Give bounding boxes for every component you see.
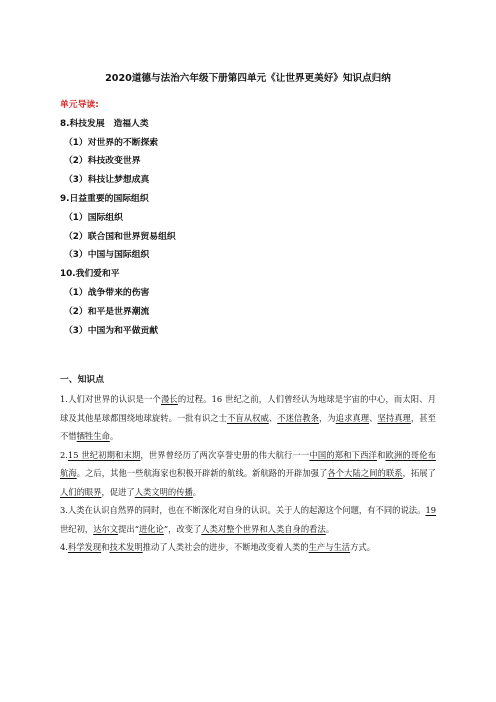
unit-10-item-1: （1）战争带来的伤害: [64, 287, 150, 298]
paragraph-text: 世纪初，: [60, 523, 94, 534]
paragraph-text: 。: [109, 431, 119, 441]
underlined-key-term: 15 世纪初期和末期: [67, 449, 141, 460]
paragraph-text: ，促进了: [101, 486, 135, 497]
knowledge-paragraphs: [60, 390, 436, 557]
paragraph-text: 的过程。16 世纪之前，人们曾经认为地球是宇宙的中心，而太阳、月球及其他星球都围绕地球旋转。一批有识之士: [60, 394, 436, 423]
paragraph-text: ”，改变了: [163, 523, 202, 534]
unit-10-item-2: （2）和平是世界潮流: [64, 306, 150, 317]
underlined-key-term: 技术发明: [109, 542, 143, 552]
underlined-key-term: 中国的郑和下西洋: [309, 449, 377, 460]
paragraph-text: 、: [268, 412, 278, 423]
underlined-key-term: 科学发现: [67, 542, 102, 552]
knowledge-paragraph-2: [60, 446, 436, 502]
paragraph-text: 2.: [60, 449, 68, 460]
underlined-key-term: 进化论: [138, 523, 164, 534]
underlined-key-term: 达尔文: [93, 523, 119, 534]
paragraph-text: 4.: [60, 542, 68, 552]
underlined-key-term: 19: [425, 505, 436, 515]
unit-8-title: 8.科技发展 造福人类: [60, 118, 149, 129]
paragraph-text: 、: [369, 412, 378, 423]
unit-8-item-1: （1）对世界的不断探索: [64, 137, 159, 148]
paragraph-text: 推动了人类社会的进步，不断地改变着人类的: [142, 542, 309, 552]
unit-9-title: 9.日益重要的国际组织: [60, 193, 149, 204]
unit-10-item-3: （3）中国为和平做贡献: [64, 325, 159, 336]
knowledge-paragraph-4: [60, 538, 436, 557]
paragraph-text: ，世界曾经历了两次享誉史册的伟大航行一一: [140, 449, 310, 460]
underlined-key-term: 不迷信教条: [277, 412, 319, 423]
paragraph-text: 。: [192, 486, 202, 497]
document-title: 2020道德与法治六年级下册第四单元《让世界更美好》知识点归纳: [105, 73, 391, 84]
knowledge-points-heading: 一、知识点: [60, 375, 104, 385]
paragraph-text: 提出“: [118, 523, 139, 534]
unit-10-title: 10.我们爱和平: [60, 269, 120, 280]
paragraph-text: 3.人类在认识自然界的同时，也在不断深化对自身的认识。关于人的起源这个问题，有不同的说法。: [60, 505, 426, 515]
underlined-key-term: 追求真理: [335, 412, 370, 423]
underlined-key-term: 人类文明的传播: [134, 486, 193, 497]
unit-9-item-3: （3）中国与国际组织: [64, 250, 150, 261]
paragraph-text: ，甚至不惜: [60, 412, 436, 441]
unit-intro-label: 单元导读:: [60, 100, 99, 110]
underlined-key-term: 人们的眼界: [60, 486, 102, 497]
unit-8-item-2: （2）科技改变世界: [64, 156, 141, 167]
underlined-key-term: 欧洲的哥伦布航海: [60, 449, 436, 478]
paragraph-text: 和: [101, 542, 110, 552]
unit-9-item-1: （1）国际组织: [64, 212, 123, 223]
underlined-key-term: 漫长: [160, 394, 178, 404]
paragraph-text: 。: [325, 523, 335, 534]
underlined-key-term: 不盲从权威: [227, 412, 269, 423]
knowledge-paragraph-1: [60, 390, 436, 446]
paragraph-text: ，为: [319, 412, 336, 423]
underlined-key-term: 坚持真理: [377, 412, 411, 423]
unit-outline: [60, 96, 436, 340]
unit-8-item-3: （3）科技让梦想成真: [64, 175, 150, 186]
underlined-key-term: 人类对整个世界和人类自身的看法: [201, 523, 326, 534]
underlined-key-term: 各个大陆之间的联系: [327, 468, 403, 478]
paragraph-text: 1.人们对世界的认识是一个: [60, 394, 161, 404]
unit-9-item-2: （2）联合国和世界贸易组织: [64, 231, 176, 242]
knowledge-paragraph-3: [60, 501, 436, 538]
paragraph-text: ，拓展了: [402, 468, 436, 478]
paragraph-text: 和: [376, 449, 386, 460]
underlined-key-term: 生产与生活: [308, 542, 351, 552]
paragraph-text: 。之后，其他一些航海家也积极开辟新的航线。新航路的开辟加强了: [76, 468, 328, 478]
paragraph-text: 方式。: [350, 542, 375, 552]
underlined-key-term: 牺牲生命: [76, 431, 110, 441]
